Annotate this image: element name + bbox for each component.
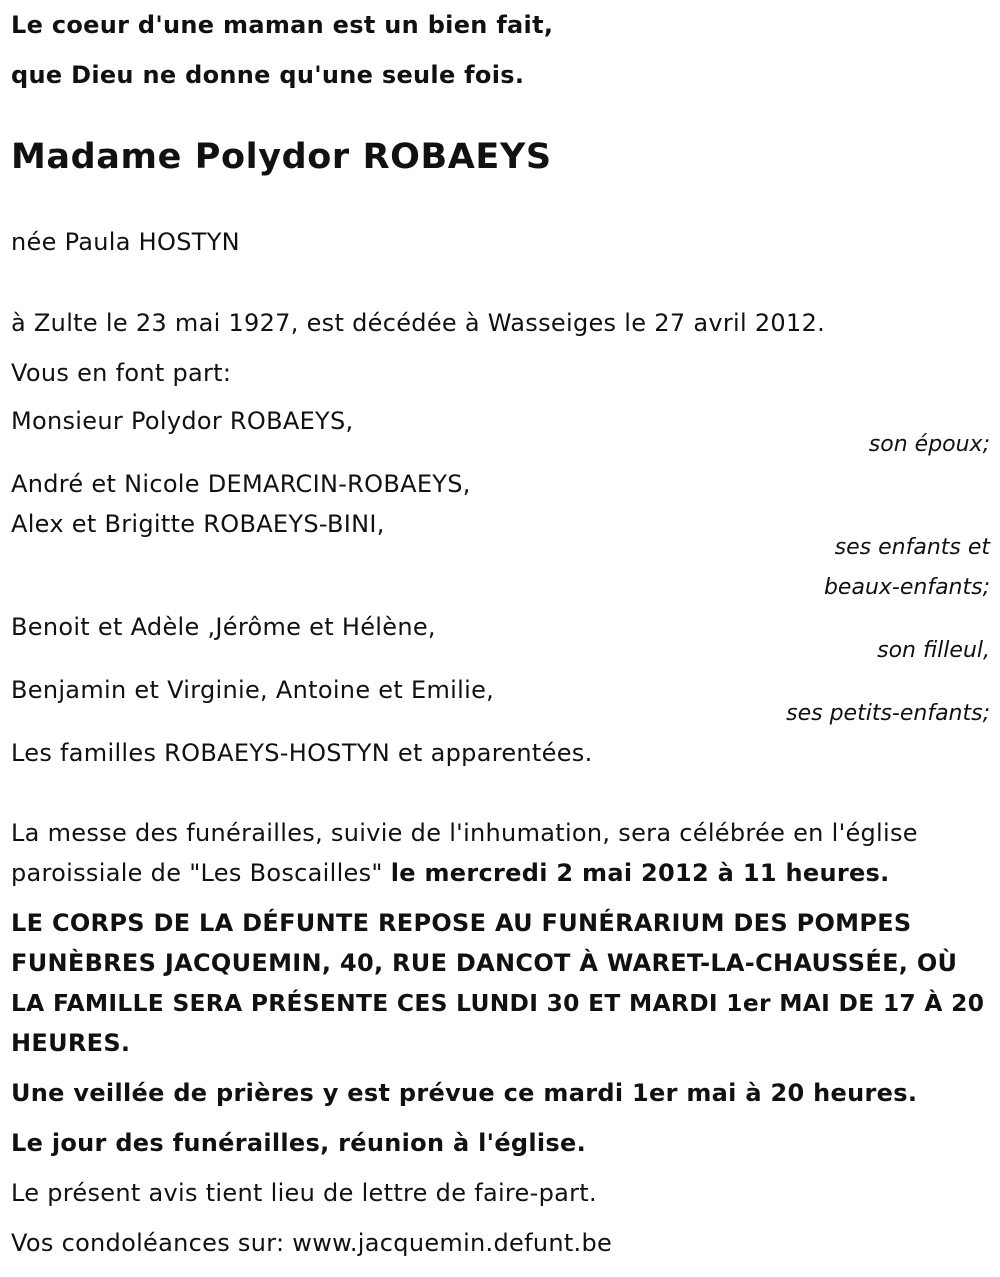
birth-death-dates: à Zulte le 23 mai 1927, est décédée à Wasseiges le 27 avril 2012. bbox=[11, 309, 826, 337]
funeral-line-2 bbox=[11, 858, 890, 888]
deceased-name: Madame Polydor ROBAEYS bbox=[11, 137, 552, 177]
funeral-date-time: le mercredi 2 mai 2012 à 11 heures. bbox=[390, 859, 890, 887]
maiden-name: née Paula HOSTYN bbox=[11, 228, 240, 256]
relation-children-line-1: ses enfants et bbox=[834, 535, 990, 560]
family-member-grandchildren: Benjamin et Virginie, Antoine et Emilie, bbox=[11, 676, 495, 704]
epigraph-line-1: Le coeur d'une maman est un bien fait, bbox=[11, 11, 554, 39]
relation-grandchildren: ses petits-enfants; bbox=[786, 701, 990, 726]
family-member-relatives: Les familles ROBAEYS-HOSTYN et apparentées. bbox=[11, 739, 593, 767]
family-member-child-2: Alex et Brigitte ROBAEYS-BINI, bbox=[11, 510, 385, 538]
announcement: Vous en font part: bbox=[11, 359, 232, 387]
viewing-line-4: HEURES. bbox=[11, 1029, 131, 1057]
notice-info: Le présent avis tient lieu de lettre de faire-part. bbox=[11, 1179, 597, 1207]
vigil-info: Une veillée de prières y est prévue ce mardi 1er mai à 20 heures. bbox=[11, 1079, 918, 1107]
relation-godchild: son filleul, bbox=[877, 638, 990, 663]
viewing-line-2: FUNÈBRES JACQUEMIN, 40, RUE DANCOT À WARET-LA-CHAUSSÉE, OÙ bbox=[11, 949, 958, 977]
epigraph-line-2: que Dieu ne donne qu'une seule fois. bbox=[11, 61, 525, 89]
funeral-church: paroissiale de "Les Boscailles" bbox=[11, 859, 391, 887]
funeral-line-1: La messe des funérailles, suivie de l'inhumation, sera célébrée en l'église bbox=[11, 819, 918, 847]
family-member-godchild: Benoit et Adèle ,Jérôme et Hélène, bbox=[11, 613, 436, 641]
viewing-line-1: LE CORPS DE LA DÉFUNTE REPOSE AU FUNÉRARIUM DES POMPES bbox=[11, 909, 912, 937]
family-member-child-1: André et Nicole DEMARCIN-ROBAEYS, bbox=[11, 470, 471, 498]
condolences-info: Vos condoléances sur: www.jacquemin.defunt.be bbox=[11, 1229, 613, 1257]
family-member-spouse: Monsieur Polydor ROBAEYS, bbox=[11, 407, 354, 435]
relation-children-line-2: beaux-enfants; bbox=[823, 575, 990, 600]
relation-spouse: son époux; bbox=[868, 432, 990, 457]
viewing-line-3: LA FAMILLE SERA PRÉSENTE CES LUNDI 30 ET MARDI 1er MAI DE 17 À 20 bbox=[11, 989, 985, 1017]
meeting-info: Le jour des funérailles, réunion à l'église. bbox=[11, 1129, 587, 1157]
